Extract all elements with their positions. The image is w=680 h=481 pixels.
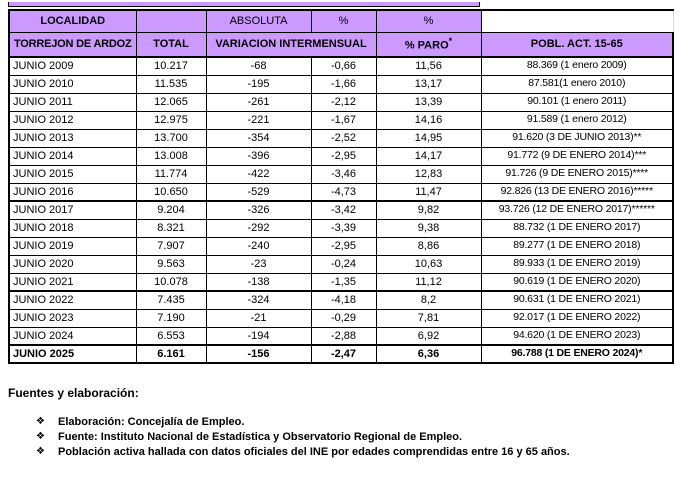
cell-paro: 13,17 bbox=[376, 75, 481, 93]
table-row bbox=[9, 165, 673, 183]
cell-pct: -2,12 bbox=[311, 93, 376, 111]
header-paro: % PARO* bbox=[376, 32, 481, 57]
cell-pobl: 96.788 (1 DE ENERO 2024)* bbox=[481, 345, 673, 363]
cell-pobl: 92.017 (1 DE ENERO 2022) bbox=[481, 309, 673, 327]
cell-absoluta: -138 bbox=[206, 273, 311, 291]
cell-pobl: 94.620 (1 DE ENERO 2023) bbox=[481, 327, 673, 345]
table-row bbox=[9, 111, 673, 129]
cell-paro: 14,17 bbox=[376, 147, 481, 165]
header-total: TOTAL bbox=[136, 32, 206, 57]
source-bullet-item bbox=[36, 445, 596, 459]
cell-absoluta: -292 bbox=[206, 219, 311, 237]
cell-paro: 13,39 bbox=[376, 93, 481, 111]
cell-month: JUNIO 2020 bbox=[9, 255, 136, 273]
cell-paro: 11,56 bbox=[376, 57, 481, 75]
cell-total: 13.008 bbox=[136, 147, 206, 165]
cell-total: 7.190 bbox=[136, 309, 206, 327]
cell-absoluta: -194 bbox=[206, 327, 311, 345]
table-row bbox=[9, 273, 673, 291]
cell-absoluta: -221 bbox=[206, 111, 311, 129]
cell-pobl: 89.933 (1 DE ENERO 2019) bbox=[481, 255, 673, 273]
table-row bbox=[9, 201, 673, 219]
cell-total: 6.553 bbox=[136, 327, 206, 345]
diamond-bullet-icon: ❖ bbox=[36, 416, 45, 427]
cell-absoluta: -156 bbox=[206, 345, 311, 363]
cell-paro: 14,16 bbox=[376, 111, 481, 129]
cell-total: 10.650 bbox=[136, 183, 206, 201]
cell-absoluta: -261 bbox=[206, 93, 311, 111]
cell-pct: -1,35 bbox=[311, 273, 376, 291]
cell-paro: 12,83 bbox=[376, 165, 481, 183]
cell-month: JUNIO 2012 bbox=[9, 111, 136, 129]
cell-total: 10.078 bbox=[136, 273, 206, 291]
cell-pobl: 91.589 (1 enero 2012) bbox=[481, 111, 673, 129]
cell-pobl: 90.631 (1 DE ENERO 2021) bbox=[481, 291, 673, 309]
cell-month: JUNIO 2025 bbox=[9, 345, 136, 363]
cell-total: 6.161 bbox=[136, 345, 206, 363]
cell-month: JUNIO 2011 bbox=[9, 93, 136, 111]
cell-pct: -4,73 bbox=[311, 183, 376, 201]
cell-paro: 6,92 bbox=[376, 327, 481, 345]
header-row-2 bbox=[9, 32, 673, 57]
cell-month: JUNIO 2013 bbox=[9, 129, 136, 147]
table-row bbox=[9, 129, 673, 147]
cell-absoluta: -195 bbox=[206, 75, 311, 93]
cell-pobl: 93.726 (12 DE ENERO 2017)****** bbox=[481, 201, 673, 219]
cell-pobl: 91.620 (3 DE JUNIO 2013)** bbox=[481, 129, 673, 147]
cell-pobl: 90.619 (1 DE ENERO 2020) bbox=[481, 273, 673, 291]
table-row bbox=[9, 327, 673, 345]
source-bullet-text: Fuente: Instituto Nacional de Estadística y Observatorio Regional de Empleo. bbox=[58, 431, 463, 443]
sources-heading: Fuentes y elaboración: bbox=[8, 386, 139, 400]
cell-month: JUNIO 2016 bbox=[9, 183, 136, 201]
cell-pobl: 91.772 (9 DE ENERO 2014)*** bbox=[481, 147, 673, 165]
source-bullet-text: Elaboración: Concejalía de Empleo. bbox=[58, 416, 245, 428]
cell-pct: -2,95 bbox=[311, 237, 376, 255]
cell-pobl: 90.101 (1 enero 2011) bbox=[481, 93, 673, 111]
cell-total: 11.535 bbox=[136, 75, 206, 93]
cell-total: 9.563 bbox=[136, 255, 206, 273]
table-row bbox=[9, 75, 673, 93]
cell-paro: 7,81 bbox=[376, 309, 481, 327]
cell-total: 9.204 bbox=[136, 201, 206, 219]
cell-pct: -2,95 bbox=[311, 147, 376, 165]
table-row bbox=[9, 219, 673, 237]
header-pct-intermensual: % bbox=[311, 10, 376, 32]
header-pct-paro: % bbox=[376, 10, 481, 32]
cell-pct: -1,66 bbox=[311, 75, 376, 93]
cell-pobl: 87.581(1 enero 2010) bbox=[481, 75, 673, 93]
cell-pct: -2,88 bbox=[311, 327, 376, 345]
cell-month: JUNIO 2015 bbox=[9, 165, 136, 183]
cell-absoluta: -324 bbox=[206, 291, 311, 309]
cell-pobl: 91.726 (9 DE ENERO 2015)**** bbox=[481, 165, 673, 183]
cell-total: 12.975 bbox=[136, 111, 206, 129]
header-spacer-cell bbox=[136, 10, 206, 32]
cell-absoluta: -23 bbox=[206, 255, 311, 273]
unemployment-table bbox=[8, 9, 674, 364]
table-row bbox=[9, 291, 673, 309]
cell-month: JUNIO 2010 bbox=[9, 75, 136, 93]
cell-pct: -1,67 bbox=[311, 111, 376, 129]
cell-paro: 9,82 bbox=[376, 201, 481, 219]
table-row bbox=[9, 93, 673, 111]
source-bullet-item bbox=[36, 415, 596, 429]
cell-pobl: 92.826 (13 DE ENERO 2016)***** bbox=[481, 183, 673, 201]
table-body bbox=[9, 57, 673, 363]
source-bullet-item bbox=[36, 430, 596, 444]
cell-month: JUNIO 2018 bbox=[9, 219, 136, 237]
cell-pct: -0,66 bbox=[311, 57, 376, 75]
header-absoluta: ABSOLUTA bbox=[206, 10, 311, 32]
cell-month: JUNIO 2022 bbox=[9, 291, 136, 309]
cell-absoluta: -396 bbox=[206, 147, 311, 165]
cell-absoluta: -68 bbox=[206, 57, 311, 75]
table-row bbox=[9, 309, 673, 327]
cell-paro: 8,2 bbox=[376, 291, 481, 309]
cell-total: 8.321 bbox=[136, 219, 206, 237]
cell-pobl: 89.277 (1 DE ENERO 2018) bbox=[481, 237, 673, 255]
cell-total: 7.907 bbox=[136, 237, 206, 255]
cell-total: 13.700 bbox=[136, 129, 206, 147]
cell-total: 7.435 bbox=[136, 291, 206, 309]
cell-total: 11.774 bbox=[136, 165, 206, 183]
header-row-1 bbox=[9, 10, 673, 32]
cell-absoluta: -326 bbox=[206, 201, 311, 219]
cell-absoluta: -422 bbox=[206, 165, 311, 183]
cell-pct: -4,18 bbox=[311, 291, 376, 309]
cell-pct: -0,24 bbox=[311, 255, 376, 273]
cell-paro: 6,36 bbox=[376, 345, 481, 363]
cell-total: 12.065 bbox=[136, 93, 206, 111]
cell-pobl: 88.369 (1 enero 2009) bbox=[481, 57, 673, 75]
cell-pct: -0,29 bbox=[311, 309, 376, 327]
cell-month: JUNIO 2023 bbox=[9, 309, 136, 327]
cell-paro: 8,86 bbox=[376, 237, 481, 255]
header-variacion-intermensual: VARIACION INTERMENSUAL bbox=[206, 32, 376, 57]
table-row bbox=[9, 57, 673, 75]
cell-absoluta: -240 bbox=[206, 237, 311, 255]
header-localidad: LOCALIDAD bbox=[9, 10, 136, 32]
header-pobl-act: POBL. ACT. 15-65 bbox=[481, 32, 673, 57]
table-row bbox=[9, 183, 673, 201]
cell-pct: -3,42 bbox=[311, 201, 376, 219]
diamond-bullet-icon: ❖ bbox=[36, 446, 45, 457]
previous-row-sliver bbox=[8, 2, 480, 7]
cell-pct: -2,47 bbox=[311, 345, 376, 363]
cell-absoluta: -354 bbox=[206, 129, 311, 147]
cell-total: 10.217 bbox=[136, 57, 206, 75]
diamond-bullet-icon: ❖ bbox=[36, 431, 45, 442]
table-row bbox=[9, 237, 673, 255]
cell-absoluta: -21 bbox=[206, 309, 311, 327]
cell-paro: 10,63 bbox=[376, 255, 481, 273]
table-row bbox=[9, 147, 673, 165]
table-row bbox=[9, 345, 673, 363]
source-bullet-text: Población activa hallada con datos oficiales del INE por edades comprendidas entre 16 y 65 años. bbox=[58, 446, 570, 458]
cell-paro: 11,12 bbox=[376, 273, 481, 291]
cell-paro: 11,47 bbox=[376, 183, 481, 201]
cell-pct: -2,52 bbox=[311, 129, 376, 147]
cell-month: JUNIO 2017 bbox=[9, 201, 136, 219]
cell-absoluta: -529 bbox=[206, 183, 311, 201]
cell-pct: -3,46 bbox=[311, 165, 376, 183]
header-municipality: TORREJON DE ARDOZ bbox=[9, 32, 136, 57]
table-row bbox=[9, 255, 673, 273]
sources-bullet-list bbox=[36, 415, 596, 460]
cell-pct: -3,39 bbox=[311, 219, 376, 237]
cell-month: JUNIO 2024 bbox=[9, 327, 136, 345]
cell-month: JUNIO 2014 bbox=[9, 147, 136, 165]
header-blank-cell bbox=[481, 10, 673, 32]
cell-pobl: 88.732 (1 DE ENERO 2017) bbox=[481, 219, 673, 237]
cell-paro: 14,95 bbox=[376, 129, 481, 147]
cell-month: JUNIO 2021 bbox=[9, 273, 136, 291]
cell-month: JUNIO 2019 bbox=[9, 237, 136, 255]
paro-asterisk: * bbox=[448, 35, 453, 46]
cell-month: JUNIO 2009 bbox=[9, 57, 136, 75]
cell-paro: 9,38 bbox=[376, 219, 481, 237]
